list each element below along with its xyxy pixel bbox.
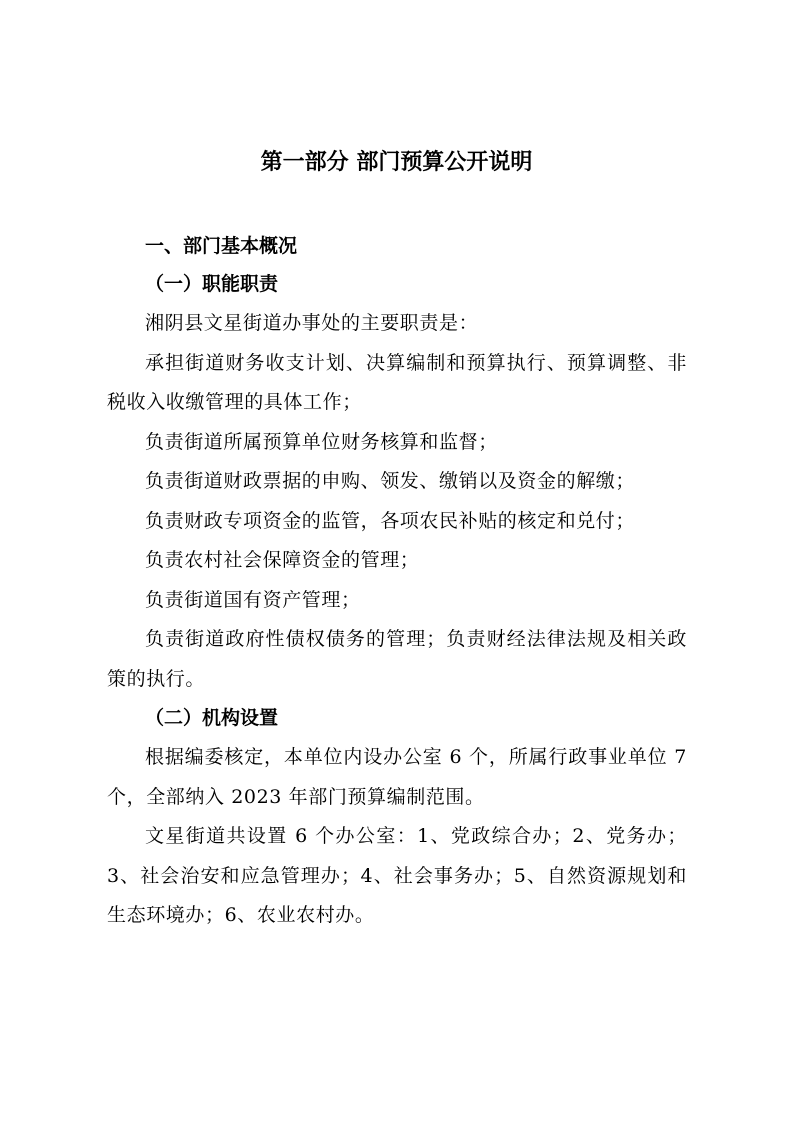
paragraph: 负责街道财政票据的申购、领发、缴销以及资金的解缴；	[145, 470, 636, 492]
paragraph: 负责街道政府性债权债务的管理；负责财经法律法规及相关政策的执行。	[107, 628, 687, 690]
document-body	[107, 227, 687, 936]
document-title: 第一部分 部门预算公开说明	[260, 149, 533, 175]
paragraph: 负责财政专项资金的监管，各项农民补贴的核定和兑付；	[145, 509, 636, 532]
paragraph: 负责农村社会保障资金的管理；	[145, 549, 420, 571]
section-heading-overview: 一、部门基本概况	[145, 235, 298, 257]
paragraph: 承担街道财务收支计划、决算编制和预算执行、预算调整、非税收入收缴管理的具体工作；	[107, 351, 687, 413]
paragraph: 负责街道国有资产管理；	[145, 588, 361, 611]
paragraph: 负责街道所属预算单位财务核算和监督；	[145, 430, 498, 453]
subsection-heading-duties: （一）职能职责	[145, 273, 279, 295]
subsection-heading-organization: （二）机构设置	[145, 707, 279, 729]
paragraph: 根据编委核定，本单位内设办公室 6 个，所属行政事业单位 7 个，全部纳入 2023 年部门预算编制范围。	[107, 746, 687, 808]
paragraph: 文星街道共设置 6 个办公室：1、党政综合办；2、党务办；3、社会治安和应急管理办；4、社会事务办；5、自然资源规划和生态环境办；6、农业农村办。	[107, 825, 687, 926]
paragraph: 湘阴县文星街道办事处的主要职责是：	[145, 312, 479, 334]
